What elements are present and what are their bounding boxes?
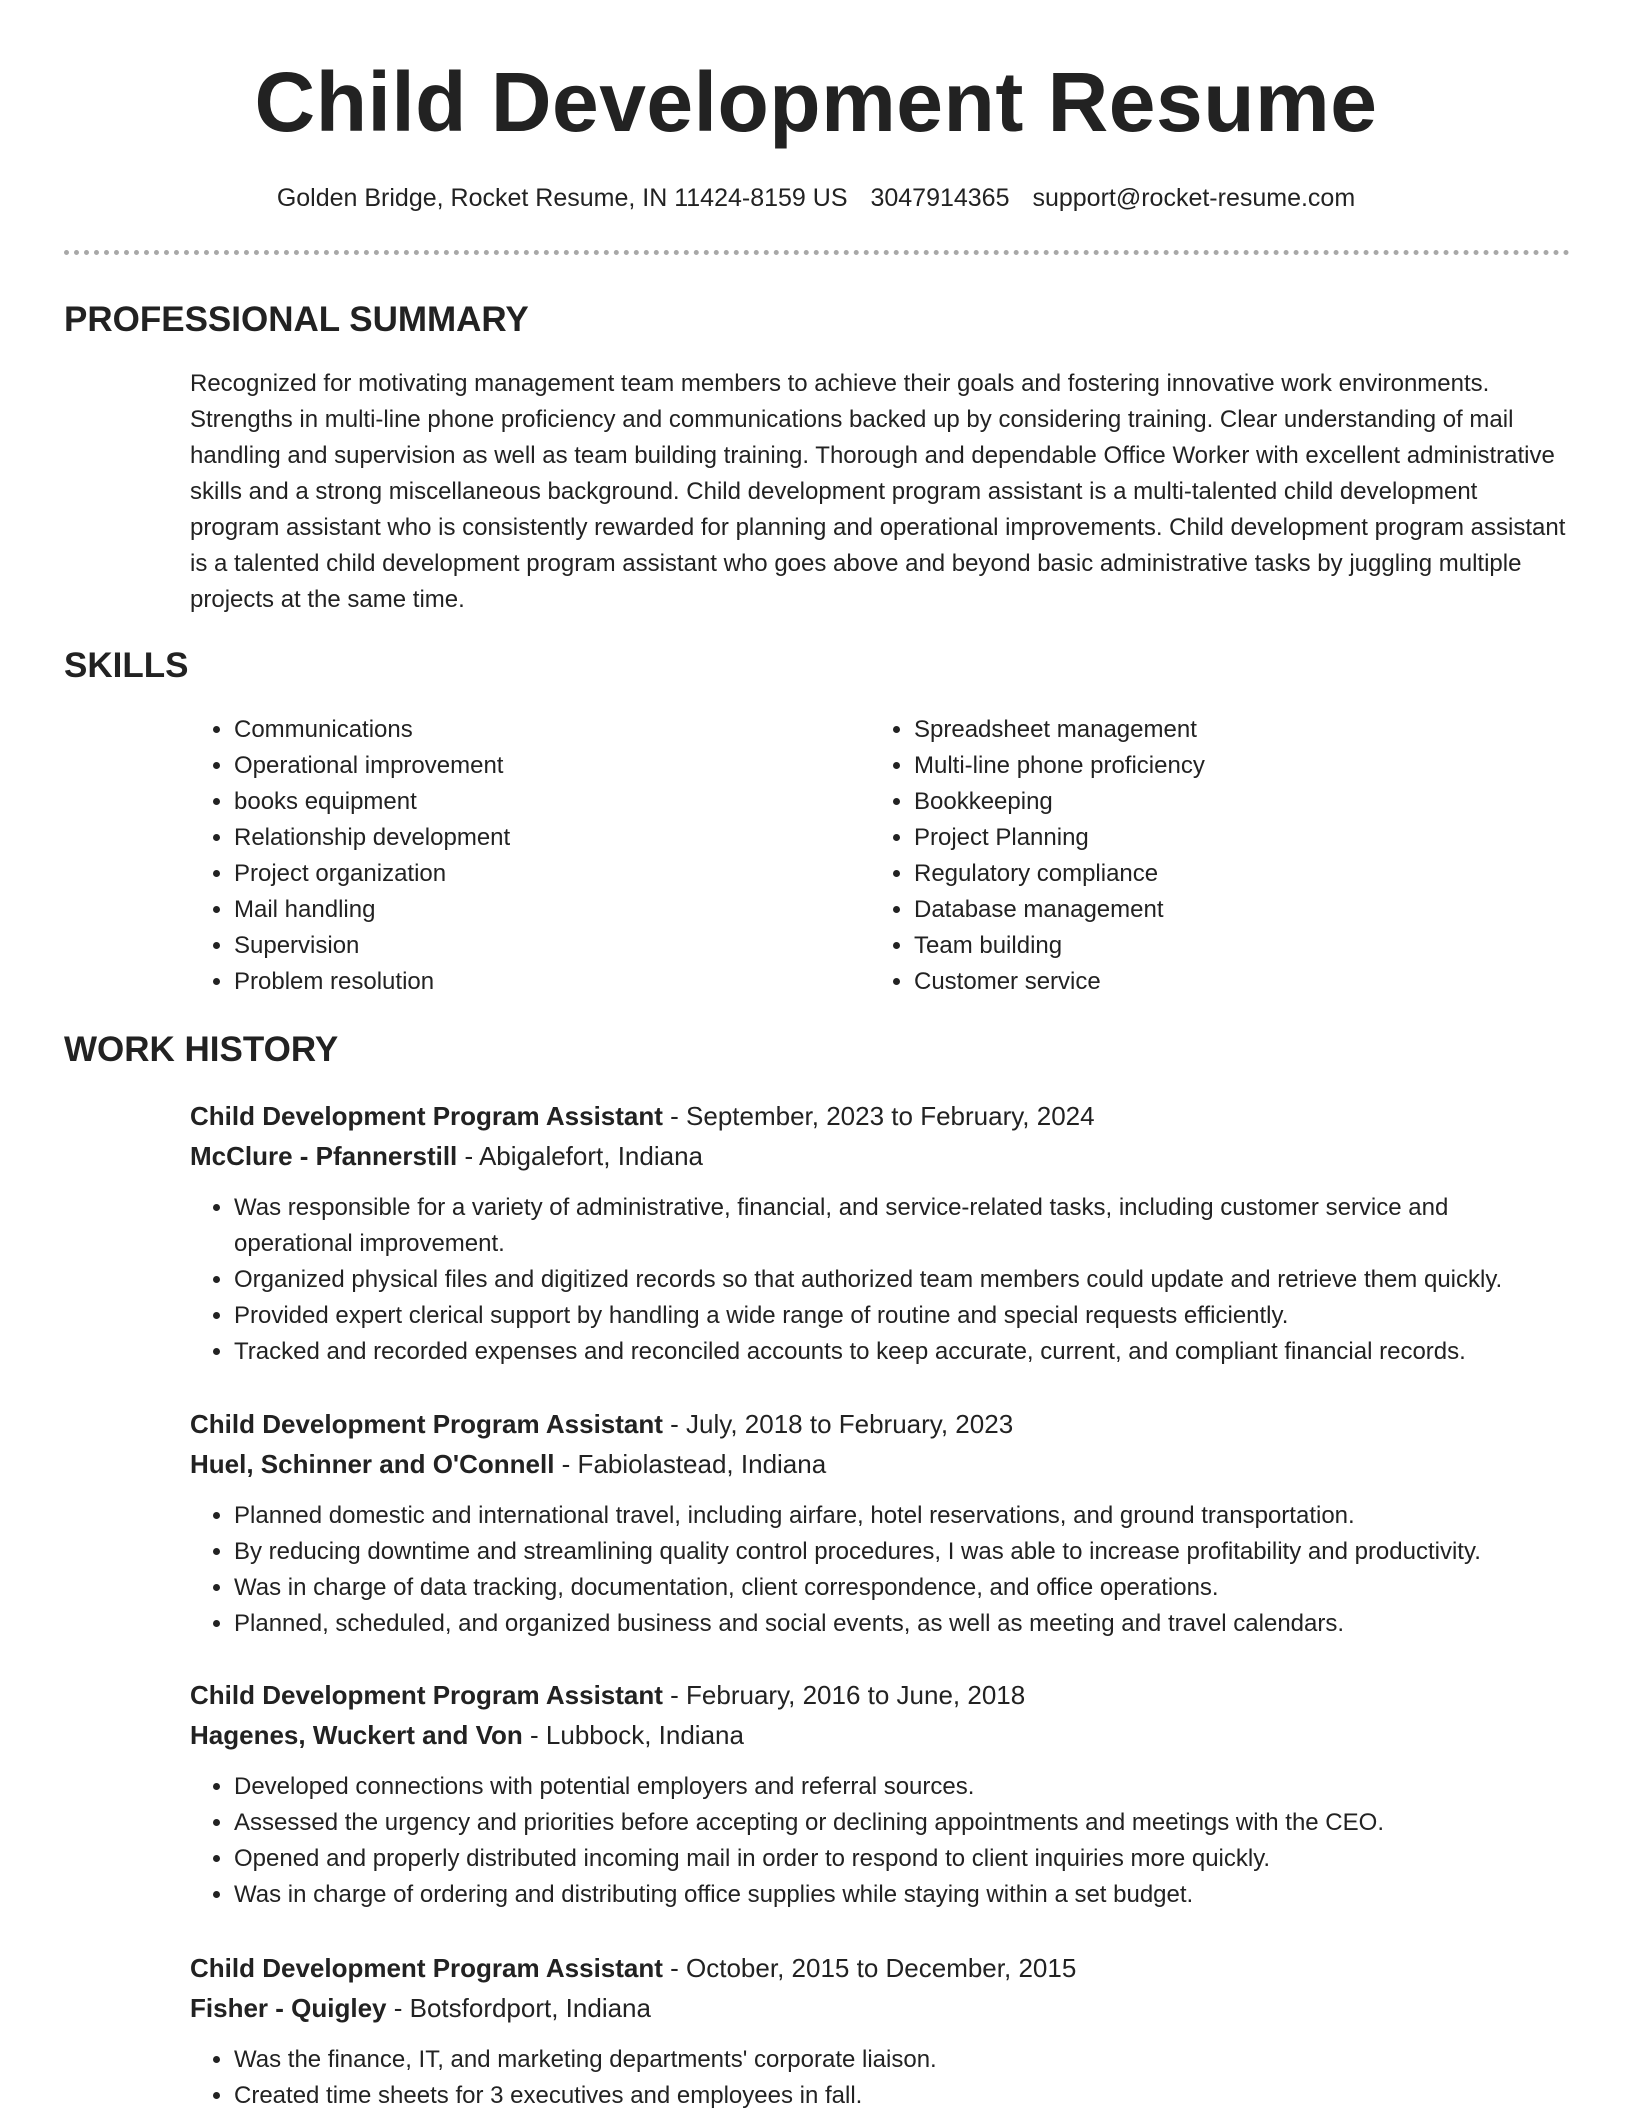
job-entry bbox=[190, 1675, 1572, 1913]
skills-heading: SKILLS bbox=[64, 646, 189, 685]
job-company-line bbox=[190, 1988, 1572, 2028]
skill-item: • Multi-line phone proficiency bbox=[914, 748, 1564, 784]
skill-item: • Bookkeeping bbox=[914, 784, 1564, 820]
job-company-line bbox=[190, 1136, 1572, 1176]
job-bullet: • Organized physical files and digitized records so that authorized team members could update and retrieve them quickly. bbox=[234, 1262, 1572, 1298]
summary-text: Recognized for motivating management team members to achieve their goals and fostering innovative work environments. Strengths in multi-line phone proficiency and communications backed up by considering training. Clear understanding of mail handling and supervision as well as team building training. Thorough and dependable Office Worker with excellent administrative skills and a strong miscellaneous background. Child development program assistant is a multi-talented child development program assistant who is consistently rewarded for planning and operational improvements. Child development program assistant is a talented child development program assistant who goes above and beyond basic administrative tasks by juggling multiple projects at the same time. bbox=[190, 370, 1566, 613]
job-bullet: • Created time sheets for 3 executives and employees in fall. bbox=[234, 2078, 1572, 2114]
job-title-line bbox=[190, 1675, 1572, 1715]
job-bullet: • Was responsible for a variety of administrative, financial, and service-related tasks, including customer service and operational improvement. bbox=[234, 1190, 1572, 1262]
skill-item: • Spreadsheet management bbox=[914, 712, 1564, 748]
job-company: McClure - Pfannerstill bbox=[190, 1141, 458, 1171]
job-title: Child Development Program Assistant bbox=[190, 1680, 663, 1710]
skill-item: • Problem resolution bbox=[234, 964, 864, 1000]
skill-item: • Regulatory compliance bbox=[914, 856, 1564, 892]
job-title-line bbox=[190, 1096, 1572, 1136]
skill-item: • Project organization bbox=[234, 856, 864, 892]
job-bullet: • Assessed the urgency and priorities before accepting or declining appointments and meetings with the CEO. bbox=[234, 1805, 1572, 1841]
job-bullet: • Was in charge of data tracking, documentation, client correspondence, and office operations. bbox=[234, 1570, 1572, 1606]
skill-item: • Operational improvement bbox=[234, 748, 864, 784]
work-history-heading: WORK HISTORY bbox=[64, 1030, 339, 1069]
skill-item: • Customer service bbox=[914, 964, 1564, 1000]
job-title-line bbox=[190, 1948, 1572, 1988]
skill-item: • Communications bbox=[234, 712, 864, 748]
job-dates: - July, 2018 to February, 2023 bbox=[662, 1409, 1014, 1439]
skills-list-left bbox=[190, 712, 864, 1000]
job-dates: - October, 2015 to December, 2015 bbox=[662, 1953, 1077, 1983]
job-bullets bbox=[190, 1498, 1572, 1642]
skill-item: • Team building bbox=[914, 928, 1564, 964]
skill-item: • books equipment bbox=[234, 784, 864, 820]
skill-item: • Mail handling bbox=[234, 892, 864, 928]
job-entry bbox=[190, 1404, 1572, 1642]
job-title: Child Development Program Assistant bbox=[190, 1409, 663, 1439]
skill-item: • Relationship development bbox=[234, 820, 864, 856]
job-bullets bbox=[190, 2042, 1572, 2114]
job-bullet: • By reducing downtime and streamlining quality control procedures, I was able to increase profitability and productivity. bbox=[234, 1534, 1572, 1570]
job-entry bbox=[190, 1096, 1572, 1370]
job-bullet: • Was the finance, IT, and marketing departments' corporate liaison. bbox=[234, 2042, 1572, 2078]
job-bullet: • Planned, scheduled, and organized business and social events, as well as meeting and travel calendars. bbox=[234, 1606, 1572, 1642]
job-title: Child Development Program Assistant bbox=[190, 1953, 663, 1983]
job-bullet: • Was in charge of ordering and distributing office supplies while staying within a set budget. bbox=[234, 1877, 1572, 1913]
job-bullets bbox=[190, 1190, 1572, 1370]
job-title: Child Development Program Assistant bbox=[190, 1101, 663, 1131]
job-location: - Botsfordport, Indiana bbox=[386, 1993, 651, 2023]
job-bullet: • Provided expert clerical support by handling a wide range of routine and special requests efficiently. bbox=[234, 1298, 1572, 1334]
job-bullets bbox=[190, 1769, 1572, 1913]
contact-email: support@rocket-resume.com bbox=[1032, 184, 1356, 212]
job-dates: - February, 2016 to June, 2018 bbox=[662, 1680, 1026, 1710]
job-entry bbox=[190, 1948, 1572, 2114]
contact-line bbox=[0, 180, 1632, 216]
job-company-line bbox=[190, 1715, 1572, 1755]
job-company: Hagenes, Wuckert and Von bbox=[190, 1720, 523, 1750]
skill-item: • Supervision bbox=[234, 928, 864, 964]
job-bullet: • Planned domestic and international travel, including airfare, hotel reservations, and ground transportation. bbox=[234, 1498, 1572, 1534]
skills-list-right bbox=[870, 712, 1564, 1000]
job-location: - Lubbock, Indiana bbox=[522, 1720, 744, 1750]
summary-heading: PROFESSIONAL SUMMARY bbox=[64, 300, 529, 339]
job-company: Fisher - Quigley bbox=[190, 1993, 387, 2023]
resume-title: Child Development Resume bbox=[254, 55, 1378, 149]
job-dates: - September, 2023 to February, 2024 bbox=[662, 1101, 1095, 1131]
job-title-line bbox=[190, 1404, 1572, 1444]
header-divider bbox=[64, 250, 1570, 255]
job-bullet: • Opened and properly distributed incoming mail in order to respond to client inquiries more quickly. bbox=[234, 1841, 1572, 1877]
contact-address: Golden Bridge, Rocket Resume, IN 11424-8159 US bbox=[276, 184, 848, 212]
skill-item: • Project Planning bbox=[914, 820, 1564, 856]
skill-item: • Database management bbox=[914, 892, 1564, 928]
contact-phone: 3047914365 bbox=[870, 184, 1010, 212]
job-company-line bbox=[190, 1444, 1572, 1484]
job-bullet: • Tracked and recorded expenses and reconciled accounts to keep accurate, current, and compliant financial records. bbox=[234, 1334, 1572, 1370]
job-bullet: • Developed connections with potential employers and referral sources. bbox=[234, 1769, 1572, 1805]
job-location: - Abigalefort, Indiana bbox=[457, 1141, 703, 1171]
job-location: - Fabiolastead, Indiana bbox=[554, 1449, 827, 1479]
job-company: Huel, Schinner and O'Connell bbox=[190, 1449, 555, 1479]
